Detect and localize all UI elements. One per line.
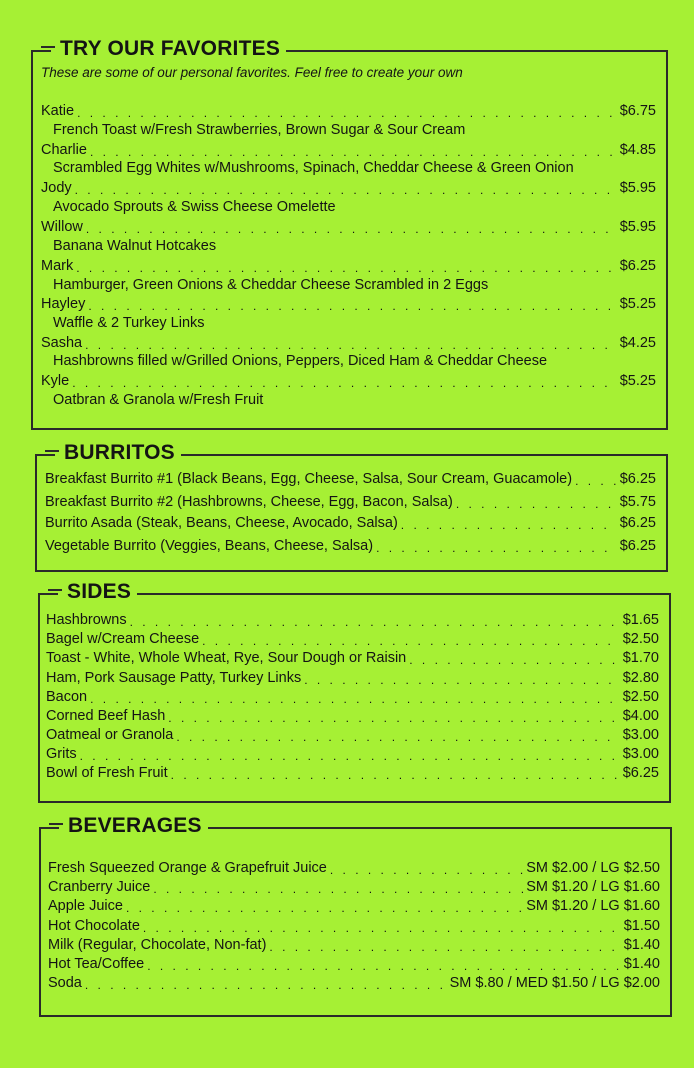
- menu-item-description: Oatbran & Granola w/Fresh Fruit: [53, 392, 264, 408]
- menu-item: Soda . . . SM $.80 / MED $1.50 / LG $2.00: [48, 974, 660, 993]
- menu-item: Mark . . . $6.25: [41, 257, 656, 276]
- menu-item: Oatmeal or Granola . . . $3.00: [46, 726, 659, 745]
- menu-item: Corned Beef Hash . . . $4.00: [46, 707, 659, 726]
- menu-item-description: Scrambled Egg Whites w/Mushrooms, Spinach, Cheddar Cheese & Green Onion: [53, 160, 574, 176]
- burritos-section: [35, 441, 668, 572]
- menu-item: Katie . . . $6.75: [41, 102, 656, 121]
- menu-item: Ham, Pork Sausage Patty, Turkey Links . . . $2.80: [46, 669, 659, 688]
- favorites-subtitle: These are some of our personal favorites. Feel free to create your own: [41, 65, 463, 80]
- favorites-section: [31, 37, 668, 430]
- menu-item: Bagel w/Cream Cheese . . . $2.50: [46, 630, 659, 649]
- sides-title: SIDES: [58, 578, 137, 606]
- menu-item: Bowl of Fresh Fruit . . . $6.25: [46, 764, 659, 783]
- menu-item: Apple Juice . . . SM $1.20 / LG $1.60: [48, 897, 660, 916]
- menu-item: Hashbrowns . . . $1.65: [46, 611, 659, 630]
- menu-item: Hot Chocolate . . . $1.50: [48, 917, 660, 936]
- menu-item-description: Hashbrowns filled w/Grilled Onions, Peppers, Diced Ham & Cheddar Cheese: [53, 353, 548, 369]
- menu-item-description: French Toast w/Fresh Strawberries, Brown Sugar & Sour Cream: [53, 122, 466, 138]
- menu-item: Fresh Squeezed Orange & Grapefruit Juice . . . SM $2.00 / LG $2.50: [48, 859, 660, 878]
- menu-item: Kyle . . . $5.25: [41, 372, 656, 391]
- favorites-title: TRY OUR FAVORITES: [51, 35, 286, 63]
- menu-item-description: Hamburger, Green Onions & Cheddar Cheese Scrambled in 2 Eggs: [53, 277, 489, 293]
- menu-item: Hot Tea/Coffee . . . $1.40: [48, 955, 660, 974]
- menu-item: Charlie . . . $4.85: [41, 141, 656, 160]
- beverages-section: [39, 814, 672, 1017]
- menu-item: Jody . . . $5.95: [41, 179, 656, 198]
- menu-item: Willow . . . $5.95: [41, 218, 656, 237]
- burritos-title: BURRITOS: [55, 439, 181, 467]
- menu-item: Sasha . . . $4.25: [41, 334, 656, 353]
- menu-item-description: Avocado Sprouts & Swiss Cheese Omelette: [53, 199, 336, 215]
- menu-item: Vegetable Burrito (Veggies, Beans, Cheese, Salsa) . . . $6.25: [45, 537, 656, 556]
- menu-item: Milk (Regular, Chocolate, Non-fat) . . . $1.40: [48, 936, 660, 955]
- menu-item: Hayley . . . $5.25: [41, 295, 656, 314]
- sides-section: [38, 580, 671, 803]
- menu-item: Cranberry Juice . . . SM $1.20 / LG $1.60: [48, 878, 660, 897]
- menu-item: Bacon . . . $2.50: [46, 688, 659, 707]
- menu-item: Toast - White, Whole Wheat, Rye, Sour Dough or Raisin . . . $1.70: [46, 649, 659, 668]
- menu-item: Breakfast Burrito #2 (Hashbrowns, Cheese, Egg, Bacon, Salsa) . . . $5.75: [45, 493, 656, 512]
- menu-item: Breakfast Burrito #1 (Black Beans, Egg, Cheese, Salsa, Sour Cream, Guacamole) . . . $6.25: [45, 470, 656, 489]
- menu-item-description: Waffle & 2 Turkey Links: [53, 315, 205, 331]
- menu-item-description: Banana Walnut Hotcakes: [53, 238, 217, 254]
- menu-item: Grits . . . $3.00: [46, 745, 659, 764]
- menu-item: Burrito Asada (Steak, Beans, Cheese, Avocado, Salsa) . . . $6.25: [45, 514, 656, 533]
- beverages-title: BEVERAGES: [59, 812, 208, 840]
